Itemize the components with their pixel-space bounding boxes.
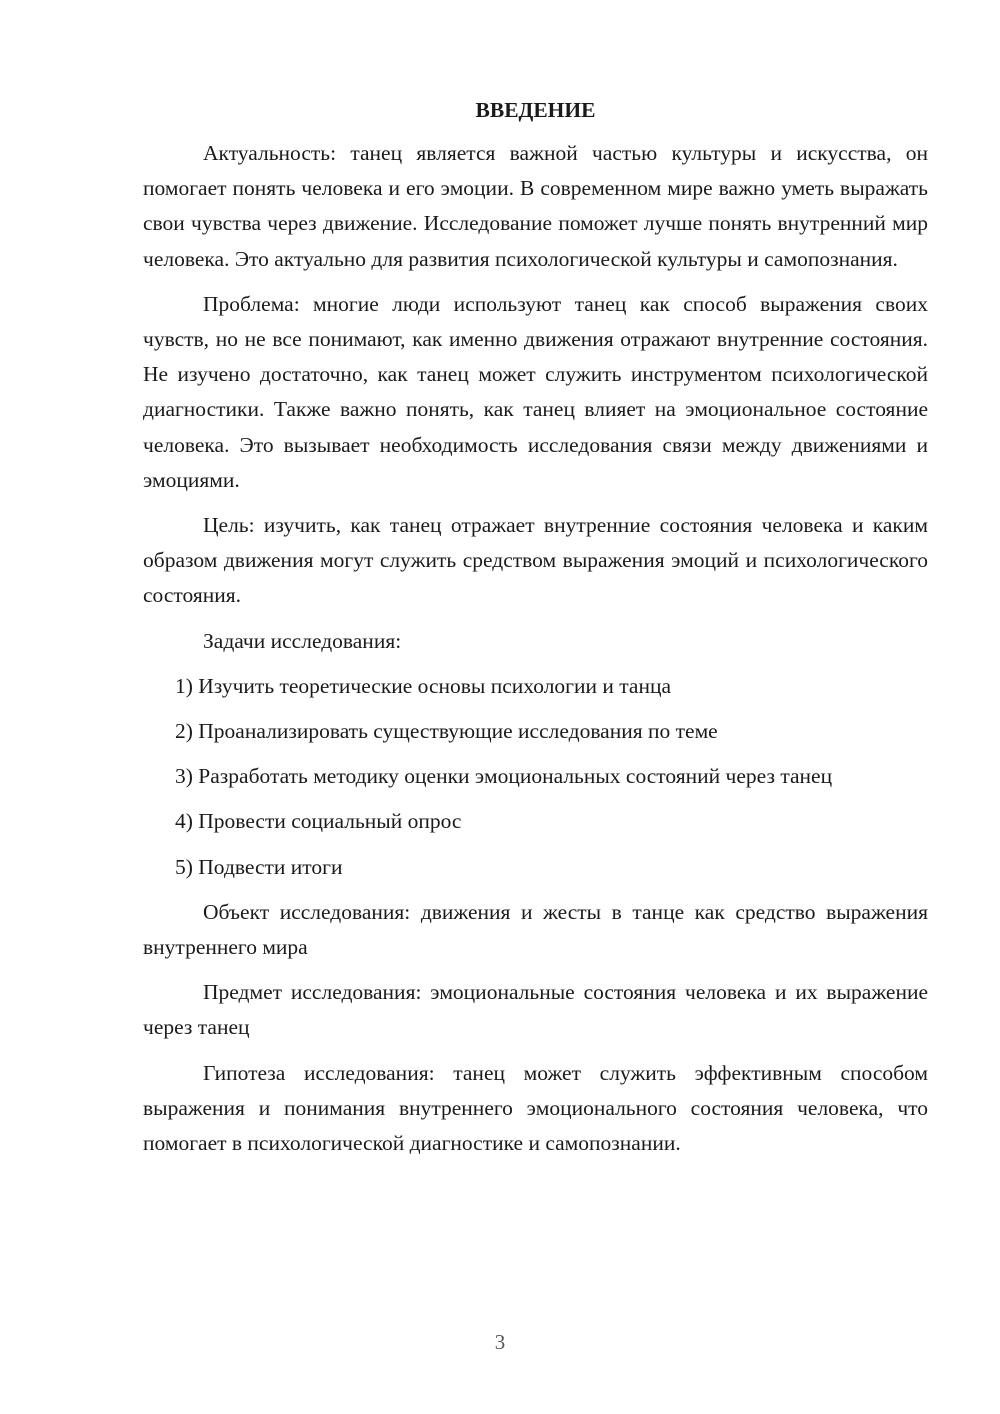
task-item: 2) Проанализировать существующие исследования по теме [175, 719, 718, 744]
object-paragraph: Объект исследования: движения и жесты в танце как средство выражения внутреннего мира [143, 899, 928, 960]
subject-paragraph: Предмет исследования: эмоциональные состояния человека и их выражение через танец [143, 980, 928, 1040]
page-number: 3 [494, 1330, 506, 1354]
document-page [143, 92, 928, 1171]
problem-paragraph: Проблема: многие люди используют танец как способ выражения своих чувств, но не все понимают, как именно движения отражают внутренние состояния. Не изучено достаточно, как танец может служить инструментом психологической диагностики. Также важно понять, как танец влияет на эмоциональное состояние человека. Это вызывает необходимость исследования связи между движениями и эмоциями. [143, 291, 928, 492]
goal-paragraph: Цель: изучить, как танец отражает внутренние состояния человека и каким образом движения могут служить средством выражения эмоций и психологического состояния. [143, 513, 928, 608]
hypothesis-paragraph: Гипотеза исследования: танец может служить эффективным способом выражения и понимания внутреннего эмоционального состояния человека, что помогает в психологической диагностике и самопознании. [143, 1060, 928, 1156]
task-item: 4) Провести социальный опрос [175, 809, 462, 834]
section-heading: ВВЕДЕНИЕ [475, 98, 596, 122]
task-item: 5) Подвести итоги [175, 854, 343, 879]
relevance-paragraph: Актуальность: танец является важной частью культуры и искусства, он помогает понять человека и его эмоции. В современном мире важно уметь выражать свои чувства через движение. Исследование поможет лучше понять внутренний мир человека. Это актуально для развития психологической культуры и самопознания. [143, 141, 928, 271]
tasks-title: Задачи исследования: [203, 628, 402, 653]
task-item: 1) Изучить теоретические основы психологии и танца [175, 673, 672, 698]
task-item: 3) Разработать методику оценки эмоциональных состояний через танец [175, 764, 833, 789]
